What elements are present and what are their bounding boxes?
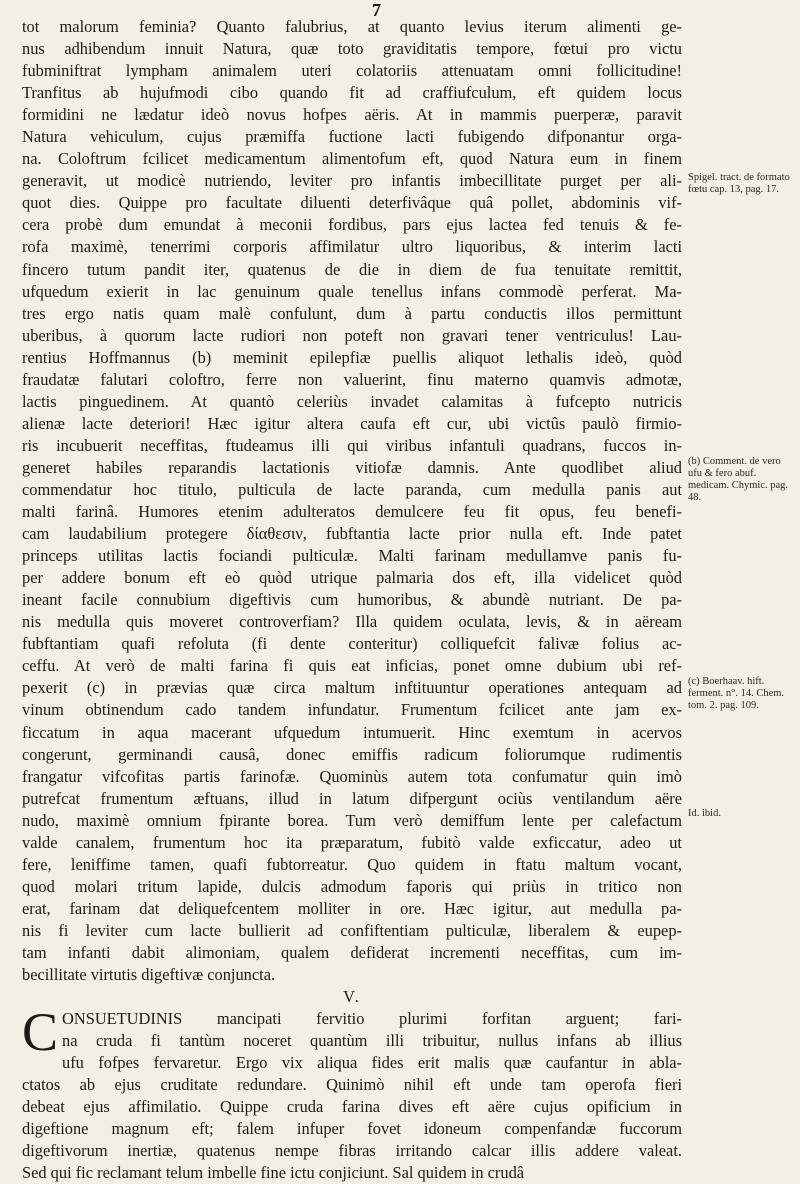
text-line: tres ergo natis quam malè confulunt, dum à partu conductis illos permittunt [22, 303, 682, 323]
text-line: erat, farinam dat deliquefcentem molliter in ore. Hæc igitur, aut medulla pa- [22, 898, 682, 918]
text-line: per addere bonum eft eò quòd utrique palmaria dos eft, illa videlicet quòd [22, 568, 682, 588]
drop-cap: C [22, 1002, 59, 1063]
margin-note-4: Id. ibid. [688, 808, 721, 819]
text-line: ceffu. At verò de malti farina fi quis eat inficias, ponet omne dubium ubi ref- [22, 656, 682, 676]
text-line: generet habiles reparandis lactationis vitiofæ damnis. Ante quodlibet aliud [22, 457, 682, 477]
text-line: quot dies. Quippe pro facultate diluenti deterfivâque quâ pollet, abdominis vif- [22, 193, 682, 213]
text-line: ris incubuerit neceffitas, ftudeamus illi qui viribus infantuli quadrans, fuccos in- [22, 435, 682, 455]
paragraph-2 [22, 1002, 682, 1184]
text-line: becillitate virtutis digeftivæ conjuncta. [22, 965, 276, 985]
text-line: digeftione magnum eft; falem infuper fovet idoneum compenfandæ fuccorum [22, 1119, 682, 1139]
text-line: generavit, ut modicè nutriendo, leviter pro infantis imbecillitate purget per ali- [22, 171, 682, 191]
text-line: na cruda fi tantùm noceret quantùm illi tribuitur, nullus infans ab illius [62, 1031, 682, 1051]
text-line: nis fi leviter cum lacte bullierit ad confiftentiam pulticulæ, liberalem & eupep- [22, 920, 682, 940]
text-line: uberibus, à quorum lacte rudiori non poteft non gravari tener ventriculus! Lau- [22, 325, 682, 345]
text-line: fincero tutum pandit iter, quatenus de die in diem de fua tenuitate remittit, [22, 259, 682, 279]
paragraph-1 [22, 16, 682, 986]
text-line: princeps utilitas lactis fociandi pulticulæ. Malti farinam medullamve panis fu- [22, 546, 682, 566]
text-line: valde canalem, frumentum hoc ita præparatum, fubitò valde exficcatur, adeo ut [22, 832, 682, 852]
text-line: fubminiftrat lympham animalem uteri colatoriis attenuatam omni follicitudine! [22, 61, 682, 81]
text-line: quod molari tritum lapide, dulcis admodum faporis qui priùs in tritico non [22, 876, 682, 896]
text-line: ufquedum exierit in lac genuinum quale tenellus infans commodè perferat. Ma- [22, 281, 682, 301]
text-line: rentius Hoffmannus (b) meminit epilepfiæ puellis aliquot lethalis ideò, quòd [22, 347, 682, 367]
margin-note-1: Spigel. tract. de formato fœtu cap. 13, pag. 17. [688, 172, 790, 195]
text-line: frangatur vifcofitas partis farinofæ. Quominùs autem tota confumatur quin imò [22, 766, 682, 786]
text-line: fraudatæ falutari coloftro, ferre non valuerint, finu materno quamvis admotæ, [22, 369, 682, 389]
text-line: ficcatum in aqua macerant ufquedum intumuerit. Hinc exemtum in acervos [22, 722, 682, 742]
text-line: formidini ne lædatur ideò novus hofpes aëris. At in mammis puerperæ, paravit [22, 105, 682, 125]
text-line: Tranfitus ab hujufmodi cibo quando fit ad craffiufculum, eft quidem locus [22, 83, 682, 103]
text-line: ufu fofpes fervaretur. Ergo vix aliqua fides erit malis quæ caufantur in abla- [62, 1053, 682, 1073]
text-line: alienæ lacte deteriori! Hæc igitur altera caufa eft cur, ubi victûs paulò firmio- [22, 413, 682, 433]
text-line: nis medulla quis moveret controverfiam? Illa quidem oculata, levis, & in aëream [22, 612, 682, 632]
text-line: nudo, maximè omnium fpirante borea. Tum verò demiffum lente per calefactum [22, 810, 682, 830]
text-line: debeat ejus affimilatio. Quippe cruda farina dives eft aëre cujus opificium in [22, 1097, 682, 1117]
margin-note-2: (b) Comment. de vero ufu & fero abuf. medicam. Chymic. pag. 48. [688, 456, 789, 503]
main-text [22, 16, 682, 1184]
text-line: ONSUETUDINIS mancipati fervitio plurimi forfitan arguent; fari- [62, 1009, 682, 1029]
text-line: ctatos ab ejus cruditate redundare. Quinimò nihil eft unde tam operofa fieri [22, 1075, 682, 1095]
text-line: tot malorum feminia? Quanto falubrius, at quanto levius iterum alimenti ge- [22, 17, 682, 36]
text-line: ineant facile connubium digeftivis cum humoribus, & abundè nutriant. De pa- [22, 590, 682, 610]
text-line: putrefcat frumentum æftuans, illud in latum difpergunt ociùs ventilandum aëre [22, 788, 682, 808]
text-line: vinum obtinendum cado tandem infundatur. Frumentum fcilicet ante jam ex- [22, 700, 682, 720]
text-line: nus adhibendum innuit Natura, quæ toto graviditatis tempore, fœtui pro victu [22, 39, 682, 59]
text-line: malti farinâ. Humores etenim adulteratos demulcere feu fit opus, feu benefi- [22, 502, 682, 522]
text-line: Sed qui fic reclamant telum imbelle fine ictu conjiciunt. Sal quidem in crudâ [22, 1163, 525, 1183]
text-line: cera probè dum emundat à meconii fordibus, pars ejus lactea fed tenuis & fe- [22, 215, 682, 235]
text-line: pexerit (c) in prævias quæ circa maltum inftituuntur operationes antequam ad [22, 678, 682, 698]
page-number: 7 [372, 0, 381, 20]
text-line: lactis pinguedinem. At quantò celeriùs invadet calamitas à fufcepto nutricis [22, 391, 682, 411]
text-line: fere, leniffime tamen, quafi fubtorreatur. Quo quidem in ftatu maltum vocant, [22, 854, 682, 874]
text-line: congerunt, germinandi causâ, donec emiffis radicum foliorumque rudimentis [22, 744, 682, 764]
text-line: rofa maximè, tenerrimi corporis affimilatur ultro liquoribus, & interim lacti [22, 237, 682, 257]
text-line: na. Coloftrum fcilicet medicamentum alimentofum eft, quod Natura eum in finem [22, 149, 682, 169]
text-line: tam infanti dabit alimoniam, qualem defiderat incrementi neceffitas, cum im- [22, 942, 682, 962]
section-heading: V. [343, 987, 361, 1007]
text-line: commendatur hoc titulo, pulticula de lacte paranda, cum medulla panis aut [22, 479, 682, 499]
text-line: fubftantiam quafi refoluta (fi dente conteritur) colliquefcit falivæ folius ac- [22, 634, 682, 654]
margin-note-3: (c) Boerhaav. hift. ferment. n°. 14. Chem. tom. 2. pag. 109. [688, 676, 785, 711]
text-line: cam laudabilium protegere δίαθεσιν, fubftantia lacte prior nulla eft. Inde patet [22, 524, 682, 544]
text-line: Natura vehiculum, cujus præmiffa fuctione lacti fubigendo difponantur orga- [22, 127, 682, 147]
text-line: digeftivorum inertiæ, quatenus nempe fibras irritando calcar illis addere valeat. [22, 1141, 682, 1161]
